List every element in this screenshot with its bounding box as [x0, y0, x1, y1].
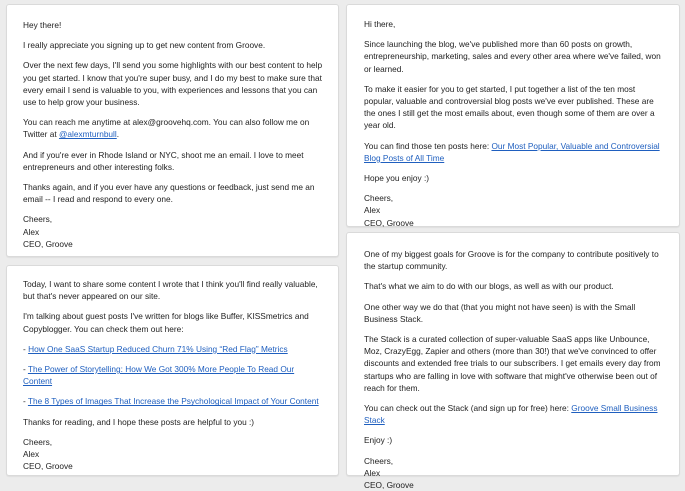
signature-name: Alex: [364, 467, 381, 478]
sign-off: Cheers,: [364, 455, 394, 466]
sign-off: Cheers,: [364, 193, 394, 204]
paragraph: Since launching the blog, we've published more than 60 posts on growth, entrepreneurship, marketing, sales and every other area where we've failed, won or learned.: [364, 39, 661, 74]
greeting: Hi there,: [364, 19, 396, 29]
signature-name: Alex: [364, 205, 381, 216]
paragraph: One of my biggest goals for Groove is for the company to contribute positively to the startup community.: [364, 249, 659, 272]
guest-post-item: [23, 395, 324, 407]
paragraph: To make it easier for you to get started, I put together a list of the ten most popular, valuable and controversial blog posts we've ever published. These are the ones I still get the most emails about, even though some of them are over a year old.: [364, 83, 655, 131]
guest-post-link[interactable]: How One SaaS Startup Reduced Churn 71% Using “Red Flag” Metrics: [28, 343, 288, 354]
signature: [23, 436, 324, 473]
paragraph: One other way we do that (that you might not have seen) is with the Small Business Stack.: [364, 301, 636, 324]
signature-name: Alex: [23, 226, 40, 237]
sign-off: Cheers,: [23, 214, 53, 225]
list-dash: -: [23, 396, 28, 407]
guest-post-link[interactable]: The Power of Storytelling: How We Got 300% More People To Read Our Content: [23, 364, 295, 387]
email-card-business-stack: [346, 232, 680, 491]
signature-title: CEO, Groove: [364, 217, 414, 228]
paragraph: Today, I want to share some content I wrote that I think you'll find really valuable, but that's never appeared on our site.: [23, 279, 318, 302]
email-card-guest-posts: [6, 265, 339, 476]
signature: [364, 192, 665, 229]
stack-paragraph: [364, 402, 665, 426]
email-card-welcome: [6, 4, 339, 257]
paragraph: Over the next few days, I'll send you some highlights with our best content to help you get started. I know that you're super busy, and I do my best to make sure that every email I send is valuable to you, with experiences and lessons that you can use to help grow your business.: [23, 60, 323, 108]
popular-posts-link[interactable]: Our Most Popular, Valuable and Controversial Blog Posts of All Time: [364, 140, 660, 163]
business-stack-link[interactable]: Groove Small Business Stack: [364, 403, 658, 426]
email-card-popular-posts: [346, 4, 680, 227]
contact-paragraph: [23, 116, 324, 140]
list-dash: -: [23, 364, 28, 375]
paragraph: Thanks again, and if you ever have any questions or feedback, just send me an email -- I read and respond to every one.: [23, 182, 315, 205]
paragraph: That's what we aim to do with our blogs, as well as with our product.: [364, 281, 614, 292]
sign-off: Cheers,: [23, 436, 53, 447]
paragraph: The Stack is a curated collection of super-valuable SaaS apps like Unbounce, Moz, CrazyEgg, Zapier and others (more than 30!) that we've convinced to offer discounts and extended free trials to our subscribers. I get emails every day from startups who are falling in love with software that might've otherwise been out of reach for them.: [364, 334, 661, 393]
signature-title: CEO, Groove: [23, 238, 73, 249]
paragraph: Enjoy :): [364, 435, 393, 446]
paragraph: I'm talking about guest posts I've written for blogs like Buffer, KISSmetrics and Copyblogger. You can check them out here:: [23, 311, 309, 334]
list-dash: -: [23, 343, 29, 354]
punctuation: .: [116, 129, 120, 140]
signature-name: Alex: [23, 449, 40, 460]
twitter-link[interactable]: @alexmturnbull: [58, 129, 117, 140]
posts-text: You can find those ten posts here:: [364, 140, 492, 151]
guest-post-item: [23, 343, 324, 355]
contact-text: You can reach me anytime at alex@groovehq.com. You can also follow me on Twitter at: [23, 117, 310, 140]
signature-title: CEO, Groove: [364, 480, 414, 491]
stack-text: You can check out the Stack (and sign up for free) here:: [364, 403, 572, 414]
paragraph: Thanks for reading, and I hope these posts are helpful to you :): [23, 416, 255, 427]
greeting: Hey there!: [23, 20, 62, 30]
signature-title: CEO, Groove: [23, 461, 73, 472]
posts-paragraph: [364, 140, 665, 164]
guest-post-item: [23, 363, 324, 387]
paragraph: Hope you enjoy :): [364, 173, 430, 184]
paragraph: And if you're ever in Rhode Island or NYC, shoot me an email. I love to meet entrepreneurs and other interesting folks.: [23, 149, 304, 172]
signature: [23, 213, 324, 250]
signature: [364, 455, 665, 491]
paragraph: I really appreciate you signing up to get new content from Groove.: [23, 40, 266, 51]
guest-post-link[interactable]: The 8 Types of Images That Increase the Psychological Impact of Your Content: [27, 396, 319, 407]
